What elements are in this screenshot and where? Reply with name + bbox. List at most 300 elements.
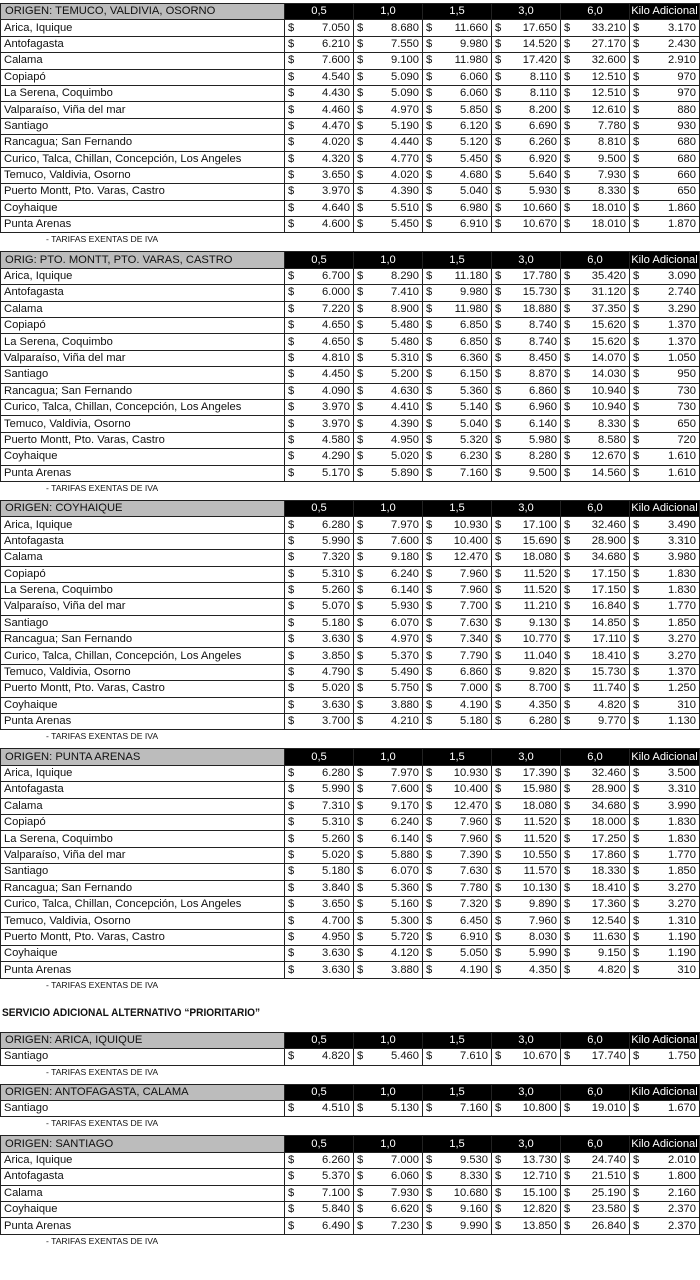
currency-symbol: $ <box>633 1203 640 1216</box>
currency-symbol: $ <box>426 401 433 414</box>
currency-symbol: $ <box>426 169 433 182</box>
rate-value: 1.370 <box>668 319 696 332</box>
rate-value: 5.180 <box>322 616 350 629</box>
rate-cell <box>423 118 492 134</box>
rate-cell <box>285 566 354 582</box>
rate-value: 9.890 <box>529 898 557 911</box>
weight-column-header: 1,5 <box>423 500 492 516</box>
rate-value: 6.070 <box>391 616 419 629</box>
rate-cell <box>492 318 561 334</box>
rate-value: 10.770 <box>522 633 557 646</box>
rate-value: 7.000 <box>391 1154 419 1167</box>
weight-column-header: 6,0 <box>561 749 630 765</box>
rate-cell <box>630 301 700 317</box>
currency-symbol: $ <box>426 698 433 711</box>
rate-cell <box>423 615 492 631</box>
rate-value: 8.900 <box>391 302 419 315</box>
rate-cell <box>492 151 561 167</box>
rate-value: 3.630 <box>322 947 350 960</box>
rate-cell <box>285 533 354 549</box>
rate-value: 2.430 <box>668 37 696 50</box>
currency-symbol: $ <box>564 698 571 711</box>
rate-value: 6.860 <box>460 666 488 679</box>
table-row <box>1 714 700 730</box>
rate-cell <box>630 847 700 863</box>
weight-column-header: 1,0 <box>354 4 423 20</box>
rate-table <box>0 1135 700 1234</box>
rate-value: 1.830 <box>668 584 696 597</box>
rate-value: 5.070 <box>322 600 350 613</box>
rate-cell <box>285 798 354 814</box>
rate-value: 10.130 <box>522 881 557 894</box>
currency-symbol: $ <box>633 286 640 299</box>
destination-cell: Temuco, Valdivia, Osorno <box>1 416 285 432</box>
rate-value: 12.670 <box>591 450 626 463</box>
rate-value: 11.040 <box>523 649 557 662</box>
rate-cell <box>492 946 561 962</box>
rate-value: 31.120 <box>591 286 626 299</box>
table-row <box>1 765 700 781</box>
currency-symbol: $ <box>357 1154 364 1167</box>
currency-symbol: $ <box>426 832 433 845</box>
rate-value: 3.880 <box>391 963 419 976</box>
destination-cell: Curico, Talca, Chillan, Concepción, Los Angeles <box>1 896 285 912</box>
rate-value: 15.690 <box>522 534 557 547</box>
rate-cell <box>285 449 354 465</box>
destination-cell: Valparaíso, Viña del mar <box>1 350 285 366</box>
rate-cell <box>561 697 630 713</box>
currency-symbol: $ <box>495 914 502 927</box>
rate-value: 4.970 <box>391 103 419 116</box>
table-row <box>1 465 700 481</box>
rate-cell <box>561 517 630 533</box>
currency-symbol: $ <box>288 335 295 348</box>
rate-value: 4.790 <box>322 666 350 679</box>
rate-value: 5.890 <box>391 466 419 479</box>
rate-cell <box>423 184 492 200</box>
currency-symbol: $ <box>564 783 571 796</box>
rate-cell <box>630 1185 700 1201</box>
rate-value: 21.510 <box>591 1170 626 1183</box>
rate-value: 7.780 <box>460 881 488 894</box>
rate-cell <box>630 962 700 978</box>
rate-value: 930 <box>677 119 696 132</box>
rate-cell <box>561 20 630 36</box>
rate-cell <box>630 765 700 781</box>
rate-value: 10.930 <box>453 766 488 779</box>
destination-cell: La Serena, Coquimbo <box>1 582 285 598</box>
rate-cell <box>285 831 354 847</box>
rate-cell <box>285 118 354 134</box>
rate-value: 5.170 <box>322 466 350 479</box>
rate-value: 1.770 <box>668 600 696 613</box>
rate-cell <box>561 847 630 863</box>
rate-value: 3.850 <box>322 649 350 662</box>
rate-cell <box>285 399 354 415</box>
rate-value: 9.820 <box>529 666 557 679</box>
currency-symbol: $ <box>288 666 295 679</box>
table-row <box>1 85 700 101</box>
destination-cell: Santiago <box>1 367 285 383</box>
rate-cell <box>354 151 423 167</box>
rate-value: 3.090 <box>668 270 696 283</box>
rate-value: 5.300 <box>391 914 419 927</box>
currency-symbol: $ <box>564 218 571 231</box>
rate-value: 26.840 <box>591 1219 626 1232</box>
rate-cell <box>492 681 561 697</box>
rate-cell <box>423 1101 492 1117</box>
rate-value: 6.910 <box>460 930 488 943</box>
rate-cell <box>492 285 561 301</box>
currency-symbol: $ <box>357 898 364 911</box>
rate-value: 7.610 <box>460 1050 488 1063</box>
currency-symbol: $ <box>564 584 571 597</box>
rate-cell <box>354 449 423 465</box>
currency-symbol: $ <box>426 649 433 662</box>
currency-symbol: $ <box>426 1154 433 1167</box>
rate-value: 1.670 <box>668 1102 696 1115</box>
rate-cell <box>561 200 630 216</box>
currency-symbol: $ <box>633 119 640 132</box>
rate-cell <box>423 217 492 233</box>
rate-value: 6.280 <box>322 766 350 779</box>
rate-value: 650 <box>677 417 696 430</box>
weight-column-header: 1,5 <box>423 4 492 20</box>
currency-symbol: $ <box>426 319 433 332</box>
currency-symbol: $ <box>357 185 364 198</box>
rate-cell <box>561 285 630 301</box>
rate-cell <box>354 416 423 432</box>
rate-cell <box>630 615 700 631</box>
rate-value: 13.850 <box>522 1219 557 1232</box>
rate-value: 3.990 <box>668 799 696 812</box>
currency-symbol: $ <box>495 136 502 149</box>
rate-value: 6.140 <box>391 584 419 597</box>
currency-symbol: $ <box>564 169 571 182</box>
currency-symbol: $ <box>495 715 502 728</box>
currency-symbol: $ <box>426 302 433 315</box>
currency-symbol: $ <box>495 417 502 430</box>
weight-column-header: 0,5 <box>285 252 354 268</box>
currency-symbol: $ <box>288 633 295 646</box>
rate-cell <box>423 1049 492 1065</box>
currency-symbol: $ <box>564 270 571 283</box>
rate-cell <box>423 962 492 978</box>
rate-cell <box>492 566 561 582</box>
currency-symbol: $ <box>564 368 571 381</box>
destination-cell: Calama <box>1 53 285 69</box>
currency-symbol: $ <box>633 37 640 50</box>
rate-value: 17.780 <box>522 270 557 283</box>
rate-value: 34.680 <box>591 799 626 812</box>
table-row <box>1 217 700 233</box>
currency-symbol: $ <box>564 119 571 132</box>
tax-note: - TARIFAS EXENTAS DE IVA <box>46 1066 159 1077</box>
currency-symbol: $ <box>564 947 571 960</box>
rate-cell <box>423 200 492 216</box>
table-row <box>1 847 700 863</box>
section-title: SERVICIO ADICIONAL ALTERNATIVO “PRIORITARIO” <box>2 1006 261 1019</box>
rate-value: 12.710 <box>522 1170 557 1183</box>
weight-column-header: 0,5 <box>285 4 354 20</box>
rate-value: 310 <box>677 698 696 711</box>
rate-value: 7.960 <box>460 567 488 580</box>
currency-symbol: $ <box>495 384 502 397</box>
currency-symbol: $ <box>357 698 364 711</box>
rate-cell <box>561 962 630 978</box>
currency-symbol: $ <box>288 152 295 165</box>
currency-symbol: $ <box>357 947 364 960</box>
currency-symbol: $ <box>633 466 640 479</box>
rate-value: 33.210 <box>591 21 626 34</box>
currency-symbol: $ <box>633 319 640 332</box>
currency-symbol: $ <box>633 335 640 348</box>
currency-symbol: $ <box>633 21 640 34</box>
currency-symbol: $ <box>495 666 502 679</box>
weight-column-header: 3,0 <box>492 500 561 516</box>
rate-cell <box>561 367 630 383</box>
weight-column-header: 6,0 <box>561 1084 630 1100</box>
rate-value: 4.390 <box>391 417 419 430</box>
currency-symbol: $ <box>633 799 640 812</box>
currency-symbol: $ <box>357 715 364 728</box>
rate-value: 1.250 <box>668 682 696 695</box>
rate-cell <box>630 814 700 830</box>
rate-cell <box>354 615 423 631</box>
rate-value: 7.160 <box>460 466 488 479</box>
rate-cell <box>285 1049 354 1065</box>
currency-symbol: $ <box>426 1050 433 1063</box>
rate-value: 5.020 <box>322 848 350 861</box>
rate-cell <box>630 217 700 233</box>
currency-symbol: $ <box>633 518 640 531</box>
rate-value: 18.010 <box>591 201 626 214</box>
rate-cell <box>354 880 423 896</box>
currency-symbol: $ <box>426 21 433 34</box>
rate-value: 7.340 <box>460 633 488 646</box>
destination-cell: Arica, Iquique <box>1 268 285 284</box>
table-row <box>1 664 700 680</box>
currency-symbol: $ <box>288 1186 295 1199</box>
table-row <box>1 416 700 432</box>
table-row <box>1 864 700 880</box>
table-row <box>1 1101 700 1117</box>
rate-value: 7.960 <box>460 584 488 597</box>
currency-symbol: $ <box>426 567 433 580</box>
currency-symbol: $ <box>633 567 640 580</box>
rate-value: 8.110 <box>529 70 557 83</box>
rate-cell <box>561 681 630 697</box>
rate-value: 6.060 <box>391 1170 419 1183</box>
rate-cell <box>423 167 492 183</box>
rate-cell <box>561 615 630 631</box>
currency-symbol: $ <box>357 518 364 531</box>
rate-value: 27.170 <box>591 37 626 50</box>
rate-cell <box>354 200 423 216</box>
currency-symbol: $ <box>357 963 364 976</box>
rate-value: 3.270 <box>668 881 696 894</box>
rate-value: 730 <box>677 384 696 397</box>
rate-value: 1.750 <box>668 1050 696 1063</box>
currency-symbol: $ <box>495 466 502 479</box>
rate-value: 4.450 <box>322 368 350 381</box>
currency-symbol: $ <box>288 832 295 845</box>
currency-symbol: $ <box>495 119 502 132</box>
rate-value: 34.680 <box>591 551 626 564</box>
rate-value: 8.280 <box>529 450 557 463</box>
currency-symbol: $ <box>564 433 571 446</box>
currency-symbol: $ <box>495 1050 502 1063</box>
origin-label: ORIGEN: PUNTA ARENAS <box>1 749 285 765</box>
table-row <box>1 167 700 183</box>
rate-value: 970 <box>677 87 696 100</box>
destination-cell: Coyhaique <box>1 946 285 962</box>
rate-cell <box>492 814 561 830</box>
currency-symbol: $ <box>288 201 295 214</box>
rate-cell <box>492 615 561 631</box>
currency-symbol: $ <box>288 466 295 479</box>
destination-cell: Curico, Talca, Chillan, Concepción, Los Angeles <box>1 648 285 664</box>
currency-symbol: $ <box>495 567 502 580</box>
rate-value: 4.020 <box>391 169 419 182</box>
currency-symbol: $ <box>288 1154 295 1167</box>
rate-cell <box>285 814 354 830</box>
rate-cell <box>561 318 630 334</box>
currency-symbol: $ <box>426 54 433 67</box>
currency-symbol: $ <box>495 848 502 861</box>
rate-cell <box>285 102 354 118</box>
currency-symbol: $ <box>495 1186 502 1199</box>
currency-symbol: $ <box>288 185 295 198</box>
rate-value: 5.090 <box>391 87 419 100</box>
currency-symbol: $ <box>357 551 364 564</box>
currency-symbol: $ <box>564 600 571 613</box>
currency-symbol: $ <box>564 1102 571 1115</box>
currency-symbol: $ <box>633 914 640 927</box>
rate-cell <box>354 896 423 912</box>
rate-cell <box>285 664 354 680</box>
rate-cell <box>354 664 423 680</box>
rate-cell <box>285 615 354 631</box>
rate-value: 5.480 <box>391 335 419 348</box>
destination-cell: Rancagua; San Fernando <box>1 135 285 151</box>
rate-value: 10.670 <box>522 1050 557 1063</box>
rate-value: 12.820 <box>522 1203 557 1216</box>
rate-value: 5.480 <box>391 319 419 332</box>
currency-symbol: $ <box>357 914 364 927</box>
rate-value: 7.970 <box>391 766 419 779</box>
destination-cell: Santiago <box>1 118 285 134</box>
rate-cell <box>285 681 354 697</box>
rate-value: 1.860 <box>668 201 696 214</box>
rate-value: 6.140 <box>391 832 419 845</box>
rate-cell <box>285 318 354 334</box>
rate-cell <box>630 681 700 697</box>
weight-column-header: 1,0 <box>354 1084 423 1100</box>
rate-cell <box>492 53 561 69</box>
rate-value: 18.410 <box>591 881 626 894</box>
weight-column-header: 0,5 <box>285 1136 354 1152</box>
currency-symbol: $ <box>357 633 364 646</box>
rate-cell <box>354 318 423 334</box>
rate-cell <box>630 864 700 880</box>
rate-cell <box>561 383 630 399</box>
rate-cell <box>285 69 354 85</box>
rate-cell <box>354 566 423 582</box>
rate-cell <box>423 697 492 713</box>
rate-value: 5.040 <box>460 185 488 198</box>
currency-symbol: $ <box>564 21 571 34</box>
rate-cell <box>561 416 630 432</box>
rate-value: 10.400 <box>453 783 488 796</box>
currency-symbol: $ <box>357 816 364 829</box>
rate-value: 6.060 <box>460 70 488 83</box>
currency-symbol: $ <box>288 600 295 613</box>
rate-value: 37.350 <box>591 302 626 315</box>
rate-cell <box>423 53 492 69</box>
rate-value: 8.740 <box>529 335 557 348</box>
rate-value: 1.610 <box>668 466 696 479</box>
weight-column-header: 3,0 <box>492 1032 561 1048</box>
rate-value: 5.490 <box>391 666 419 679</box>
rate-value: 5.310 <box>391 352 419 364</box>
rate-value: 17.360 <box>591 898 626 911</box>
rate-cell <box>561 896 630 912</box>
currency-symbol: $ <box>495 616 502 629</box>
rate-value: 4.820 <box>598 963 626 976</box>
rate-value: 970 <box>677 70 696 83</box>
rate-cell <box>492 383 561 399</box>
header-row <box>1 1084 700 1100</box>
destination-cell: Antofagasta <box>1 285 285 301</box>
rate-value: 9.500 <box>598 152 626 165</box>
rate-value: 1.830 <box>668 832 696 845</box>
currency-symbol: $ <box>357 567 364 580</box>
rate-cell <box>561 1049 630 1065</box>
table-row <box>1 632 700 648</box>
rate-cell <box>354 929 423 945</box>
currency-symbol: $ <box>564 1170 571 1183</box>
rate-cell <box>561 714 630 730</box>
rate-cell <box>561 765 630 781</box>
currency-symbol: $ <box>564 649 571 662</box>
currency-symbol: $ <box>426 865 433 878</box>
rate-value: 9.170 <box>391 799 419 812</box>
rate-cell <box>492 864 561 880</box>
rate-cell <box>630 151 700 167</box>
rate-cell <box>423 36 492 52</box>
rate-value: 14.850 <box>591 616 626 629</box>
rate-value: 12.540 <box>591 914 626 927</box>
rate-cell <box>492 714 561 730</box>
tax-note: - TARIFAS EXENTAS DE IVA <box>46 1235 159 1246</box>
rate-cell <box>630 350 700 366</box>
rate-value: 6.150 <box>460 368 488 381</box>
weight-column-header: 3,0 <box>492 1084 561 1100</box>
destination-cell: Santiago <box>1 1049 285 1065</box>
destination-cell: Coyhaique <box>1 200 285 216</box>
currency-symbol: $ <box>288 54 295 67</box>
rate-value: 4.650 <box>322 319 350 332</box>
currency-symbol: $ <box>495 766 502 779</box>
currency-symbol: $ <box>495 600 502 613</box>
currency-symbol: $ <box>426 1102 433 1115</box>
table-row <box>1 399 700 415</box>
rate-value: 5.260 <box>322 832 350 845</box>
weight-column-header: 1,0 <box>354 1032 423 1048</box>
rate-cell <box>354 184 423 200</box>
currency-symbol: $ <box>564 103 571 116</box>
